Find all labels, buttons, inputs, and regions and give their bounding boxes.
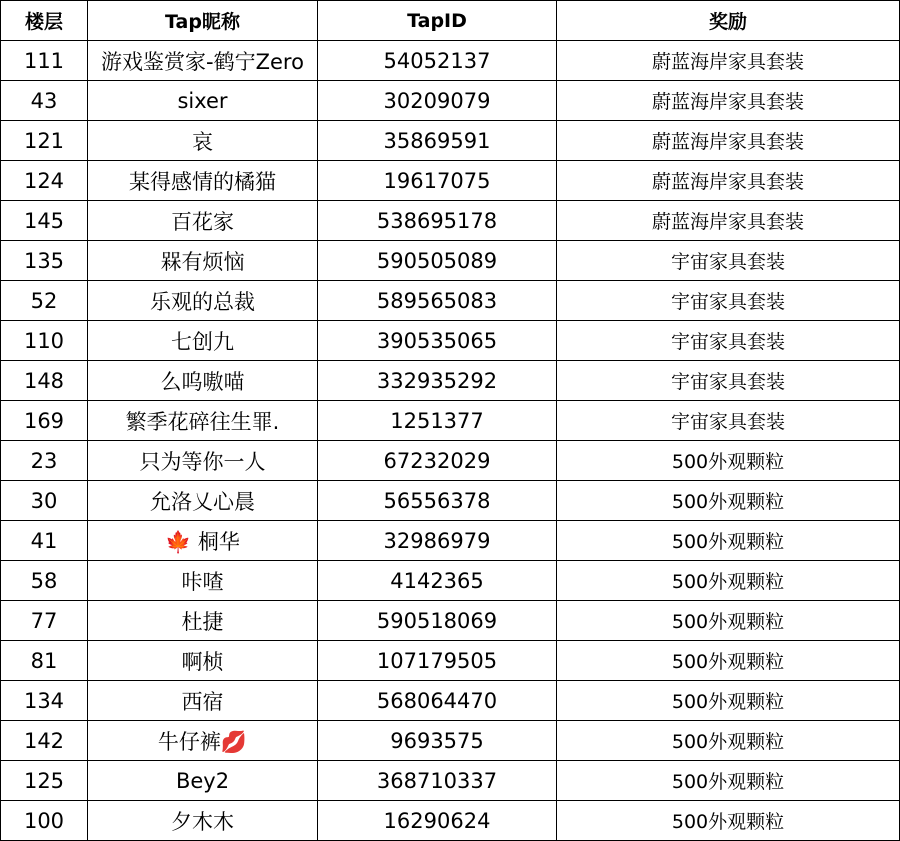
reward-cell: 500外观颗粒 (557, 521, 900, 561)
floor-cell: 81 (1, 641, 88, 681)
floor-cell: 41 (1, 521, 88, 561)
reward-cell: 500外观颗粒 (557, 801, 900, 841)
header-row (1, 1, 900, 41)
nickname-cell: 哀 (88, 121, 318, 161)
nickname-cell: Bey2 (88, 761, 318, 801)
nickname-cell: 游戏鉴赏家-鹤宁Zero (88, 41, 318, 81)
header-floor: 楼层 (1, 1, 88, 41)
nickname-cell: 🍁 桐华 (88, 521, 318, 561)
nickname-cell: 槑有烦恼 (88, 241, 318, 281)
tapid-cell: 590505089 (318, 241, 557, 281)
tapid-cell: 1251377 (318, 401, 557, 441)
reward-cell: 蔚蓝海岸家具套装 (557, 121, 900, 161)
nickname-cell: 百花家 (88, 201, 318, 241)
reward-cell: 500外观颗粒 (557, 641, 900, 681)
tapid-cell: 35869591 (318, 121, 557, 161)
table-row (1, 201, 900, 241)
nickname-cell: 繁季花碎往生罪. (88, 401, 318, 441)
floor-cell: 145 (1, 201, 88, 241)
tapid-cell: 390535065 (318, 321, 557, 361)
nickname-cell: 七创九 (88, 321, 318, 361)
floor-cell: 142 (1, 721, 88, 761)
table-row (1, 161, 900, 201)
floor-cell: 23 (1, 441, 88, 481)
tapid-cell: 4142365 (318, 561, 557, 601)
table-row (1, 121, 900, 161)
table-row (1, 601, 900, 641)
reward-cell: 蔚蓝海岸家具套装 (557, 201, 900, 241)
reward-cell: 500外观颗粒 (557, 561, 900, 601)
tapid-cell: 568064470 (318, 681, 557, 721)
table-row (1, 361, 900, 401)
nickname-cell: 杜捷 (88, 601, 318, 641)
table-row (1, 81, 900, 121)
nickname-cell: 允洛乂心晨 (88, 481, 318, 521)
reward-cell: 蔚蓝海岸家具套装 (557, 161, 900, 201)
reward-cell: 宇宙家具套装 (557, 281, 900, 321)
header-nickname: Tap昵称 (88, 1, 318, 41)
table-row (1, 561, 900, 601)
table-row (1, 801, 900, 841)
reward-cell: 宇宙家具套装 (557, 361, 900, 401)
reward-cell: 500外观颗粒 (557, 441, 900, 481)
floor-cell: 77 (1, 601, 88, 641)
floor-cell: 121 (1, 121, 88, 161)
nickname-cell: 夕木木 (88, 801, 318, 841)
nickname-cell: 咔喳 (88, 561, 318, 601)
nickname-cell: sixer (88, 81, 318, 121)
table-row (1, 441, 900, 481)
tapid-cell: 538695178 (318, 201, 557, 241)
nickname-cell: 啊桢 (88, 641, 318, 681)
tapid-cell: 32986979 (318, 521, 557, 561)
table-row (1, 721, 900, 761)
table-row (1, 481, 900, 521)
table-row (1, 321, 900, 361)
reward-cell: 500外观颗粒 (557, 761, 900, 801)
reward-cell: 宇宙家具套装 (557, 241, 900, 281)
tapid-cell: 67232029 (318, 441, 557, 481)
floor-cell: 125 (1, 761, 88, 801)
reward-cell: 蔚蓝海岸家具套装 (557, 81, 900, 121)
table-row (1, 41, 900, 81)
tapid-cell: 56556378 (318, 481, 557, 521)
table-row (1, 521, 900, 561)
tapid-cell: 368710337 (318, 761, 557, 801)
table-row (1, 401, 900, 441)
tapid-cell: 54052137 (318, 41, 557, 81)
nickname-cell: 某得感情的橘猫 (88, 161, 318, 201)
table-row (1, 761, 900, 801)
table-header (1, 1, 900, 41)
nickname-cell: 只为等你一人 (88, 441, 318, 481)
header-reward: 奖励 (557, 1, 900, 41)
floor-cell: 30 (1, 481, 88, 521)
floor-cell: 52 (1, 281, 88, 321)
floor-cell: 169 (1, 401, 88, 441)
header-tapid: TapID (318, 1, 557, 41)
reward-cell: 宇宙家具套装 (557, 321, 900, 361)
tapid-cell: 107179505 (318, 641, 557, 681)
tapid-cell: 19617075 (318, 161, 557, 201)
floor-cell: 134 (1, 681, 88, 721)
floor-cell: 135 (1, 241, 88, 281)
table-row (1, 641, 900, 681)
tapid-cell: 9693575 (318, 721, 557, 761)
reward-cell: 500外观颗粒 (557, 601, 900, 641)
nickname-cell: 西宿 (88, 681, 318, 721)
floor-cell: 111 (1, 41, 88, 81)
nickname-cell: 么呜嗷喵 (88, 361, 318, 401)
floor-cell: 148 (1, 361, 88, 401)
table-row (1, 241, 900, 281)
reward-cell: 宇宙家具套装 (557, 401, 900, 441)
floor-cell: 43 (1, 81, 88, 121)
tapid-cell: 332935292 (318, 361, 557, 401)
reward-cell: 500外观颗粒 (557, 721, 900, 761)
nickname-cell: 牛仔裤💋 (88, 721, 318, 761)
tapid-cell: 30209079 (318, 81, 557, 121)
table-body (1, 41, 900, 841)
floor-cell: 58 (1, 561, 88, 601)
tapid-cell: 589565083 (318, 281, 557, 321)
floor-cell: 110 (1, 321, 88, 361)
reward-cell: 蔚蓝海岸家具套装 (557, 41, 900, 81)
reward-cell: 500外观颗粒 (557, 681, 900, 721)
table-row (1, 281, 900, 321)
floor-cell: 100 (1, 801, 88, 841)
reward-cell: 500外观颗粒 (557, 481, 900, 521)
floor-cell: 124 (1, 161, 88, 201)
tapid-cell: 590518069 (318, 601, 557, 641)
table-row (1, 681, 900, 721)
tapid-cell: 16290624 (318, 801, 557, 841)
nickname-cell: 乐观的总裁 (88, 281, 318, 321)
